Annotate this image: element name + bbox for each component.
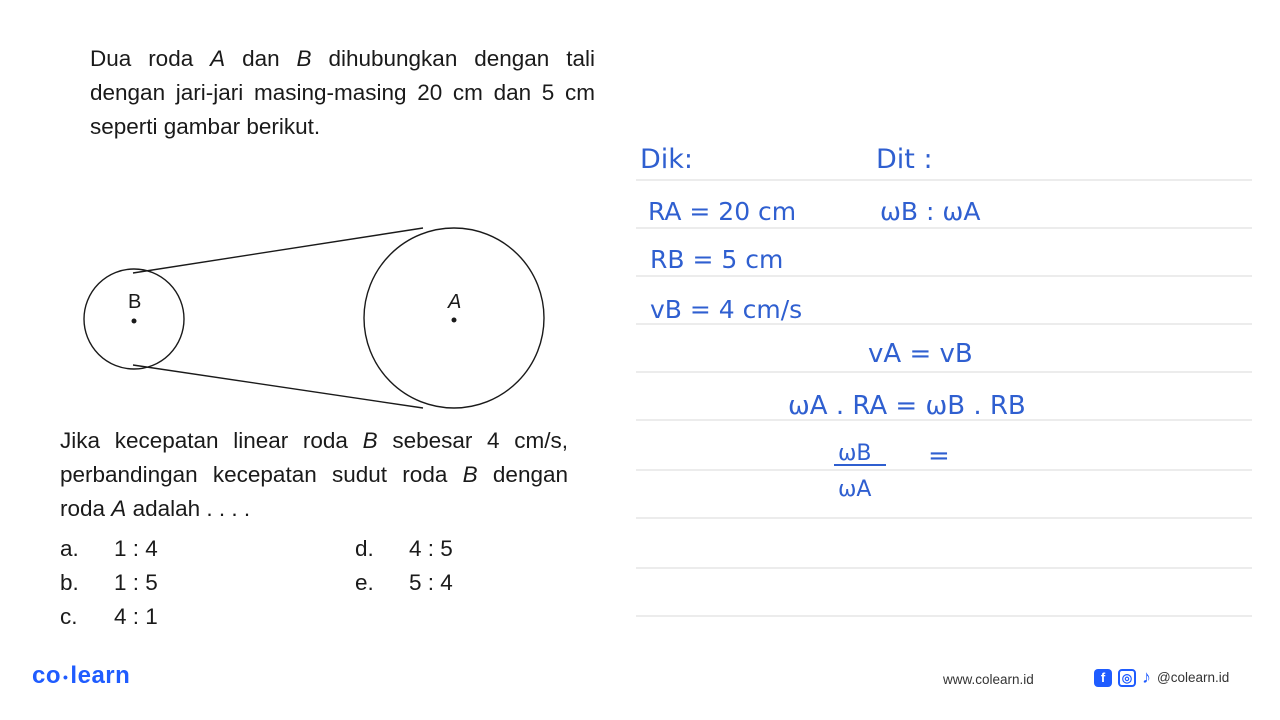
option-e[interactable]: e. 5 : 4 [355, 570, 453, 595]
note-eq1: vA = vB [868, 339, 973, 369]
note-ra: RA = 20 cm [648, 197, 797, 226]
website-url[interactable]: www.colearn.id [943, 672, 1034, 687]
wheel-b-label: B [128, 291, 142, 313]
facebook-icon[interactable]: f [1094, 669, 1112, 687]
note-dit: Dit : [876, 144, 933, 175]
wheel-b-center [132, 319, 137, 324]
instagram-icon[interactable]: ◎ [1118, 669, 1136, 687]
option-a[interactable]: a. 1 : 4 [60, 536, 158, 561]
colearn-logo: co •learn [32, 662, 131, 689]
wheel-a-label: A [448, 291, 462, 313]
handwritten-notes [636, 126, 1256, 646]
note-ratio: ωB : ωA [880, 197, 981, 226]
option-b[interactable]: b. 1 : 5 [60, 570, 158, 595]
social-handle[interactable]: @colearn.id [1157, 670, 1230, 685]
note-frac-num: ωB [838, 441, 872, 466]
note-frac-den: ωA [838, 477, 872, 502]
note-vb: vB = 4 cm/s [650, 295, 803, 324]
belt-top [133, 228, 423, 273]
note-dik: Dik: [640, 144, 694, 175]
tiktok-icon[interactable]: ♪ [1142, 667, 1151, 687]
question-text: Jika kecepatan linear roda B sebesar 4 cm/s, perbandingan kecepatan sudut roda B dengan roda A adalah . . . . [60, 428, 569, 521]
social-links [1094, 667, 1229, 688]
note-rb: RB = 5 cm [650, 245, 784, 274]
question [60, 424, 568, 526]
note-frac-eq: = [928, 441, 950, 471]
option-c[interactable]: c. 4 : 1 [60, 604, 158, 629]
note-eq2: ωA . RA = ωB . RB [788, 391, 1026, 421]
pulley-diagram [78, 218, 558, 418]
problem-intro: Dua roda A dan B dihubungkan dengan tali dengan jari-jari masing-masing 20 cm dan 5 cm seperti gambar berikut. [90, 46, 596, 139]
problem-statement [90, 42, 595, 144]
belt-bottom [133, 365, 423, 408]
wheel-a-center [452, 318, 457, 323]
option-d[interactable]: d. 4 : 5 [355, 536, 453, 561]
